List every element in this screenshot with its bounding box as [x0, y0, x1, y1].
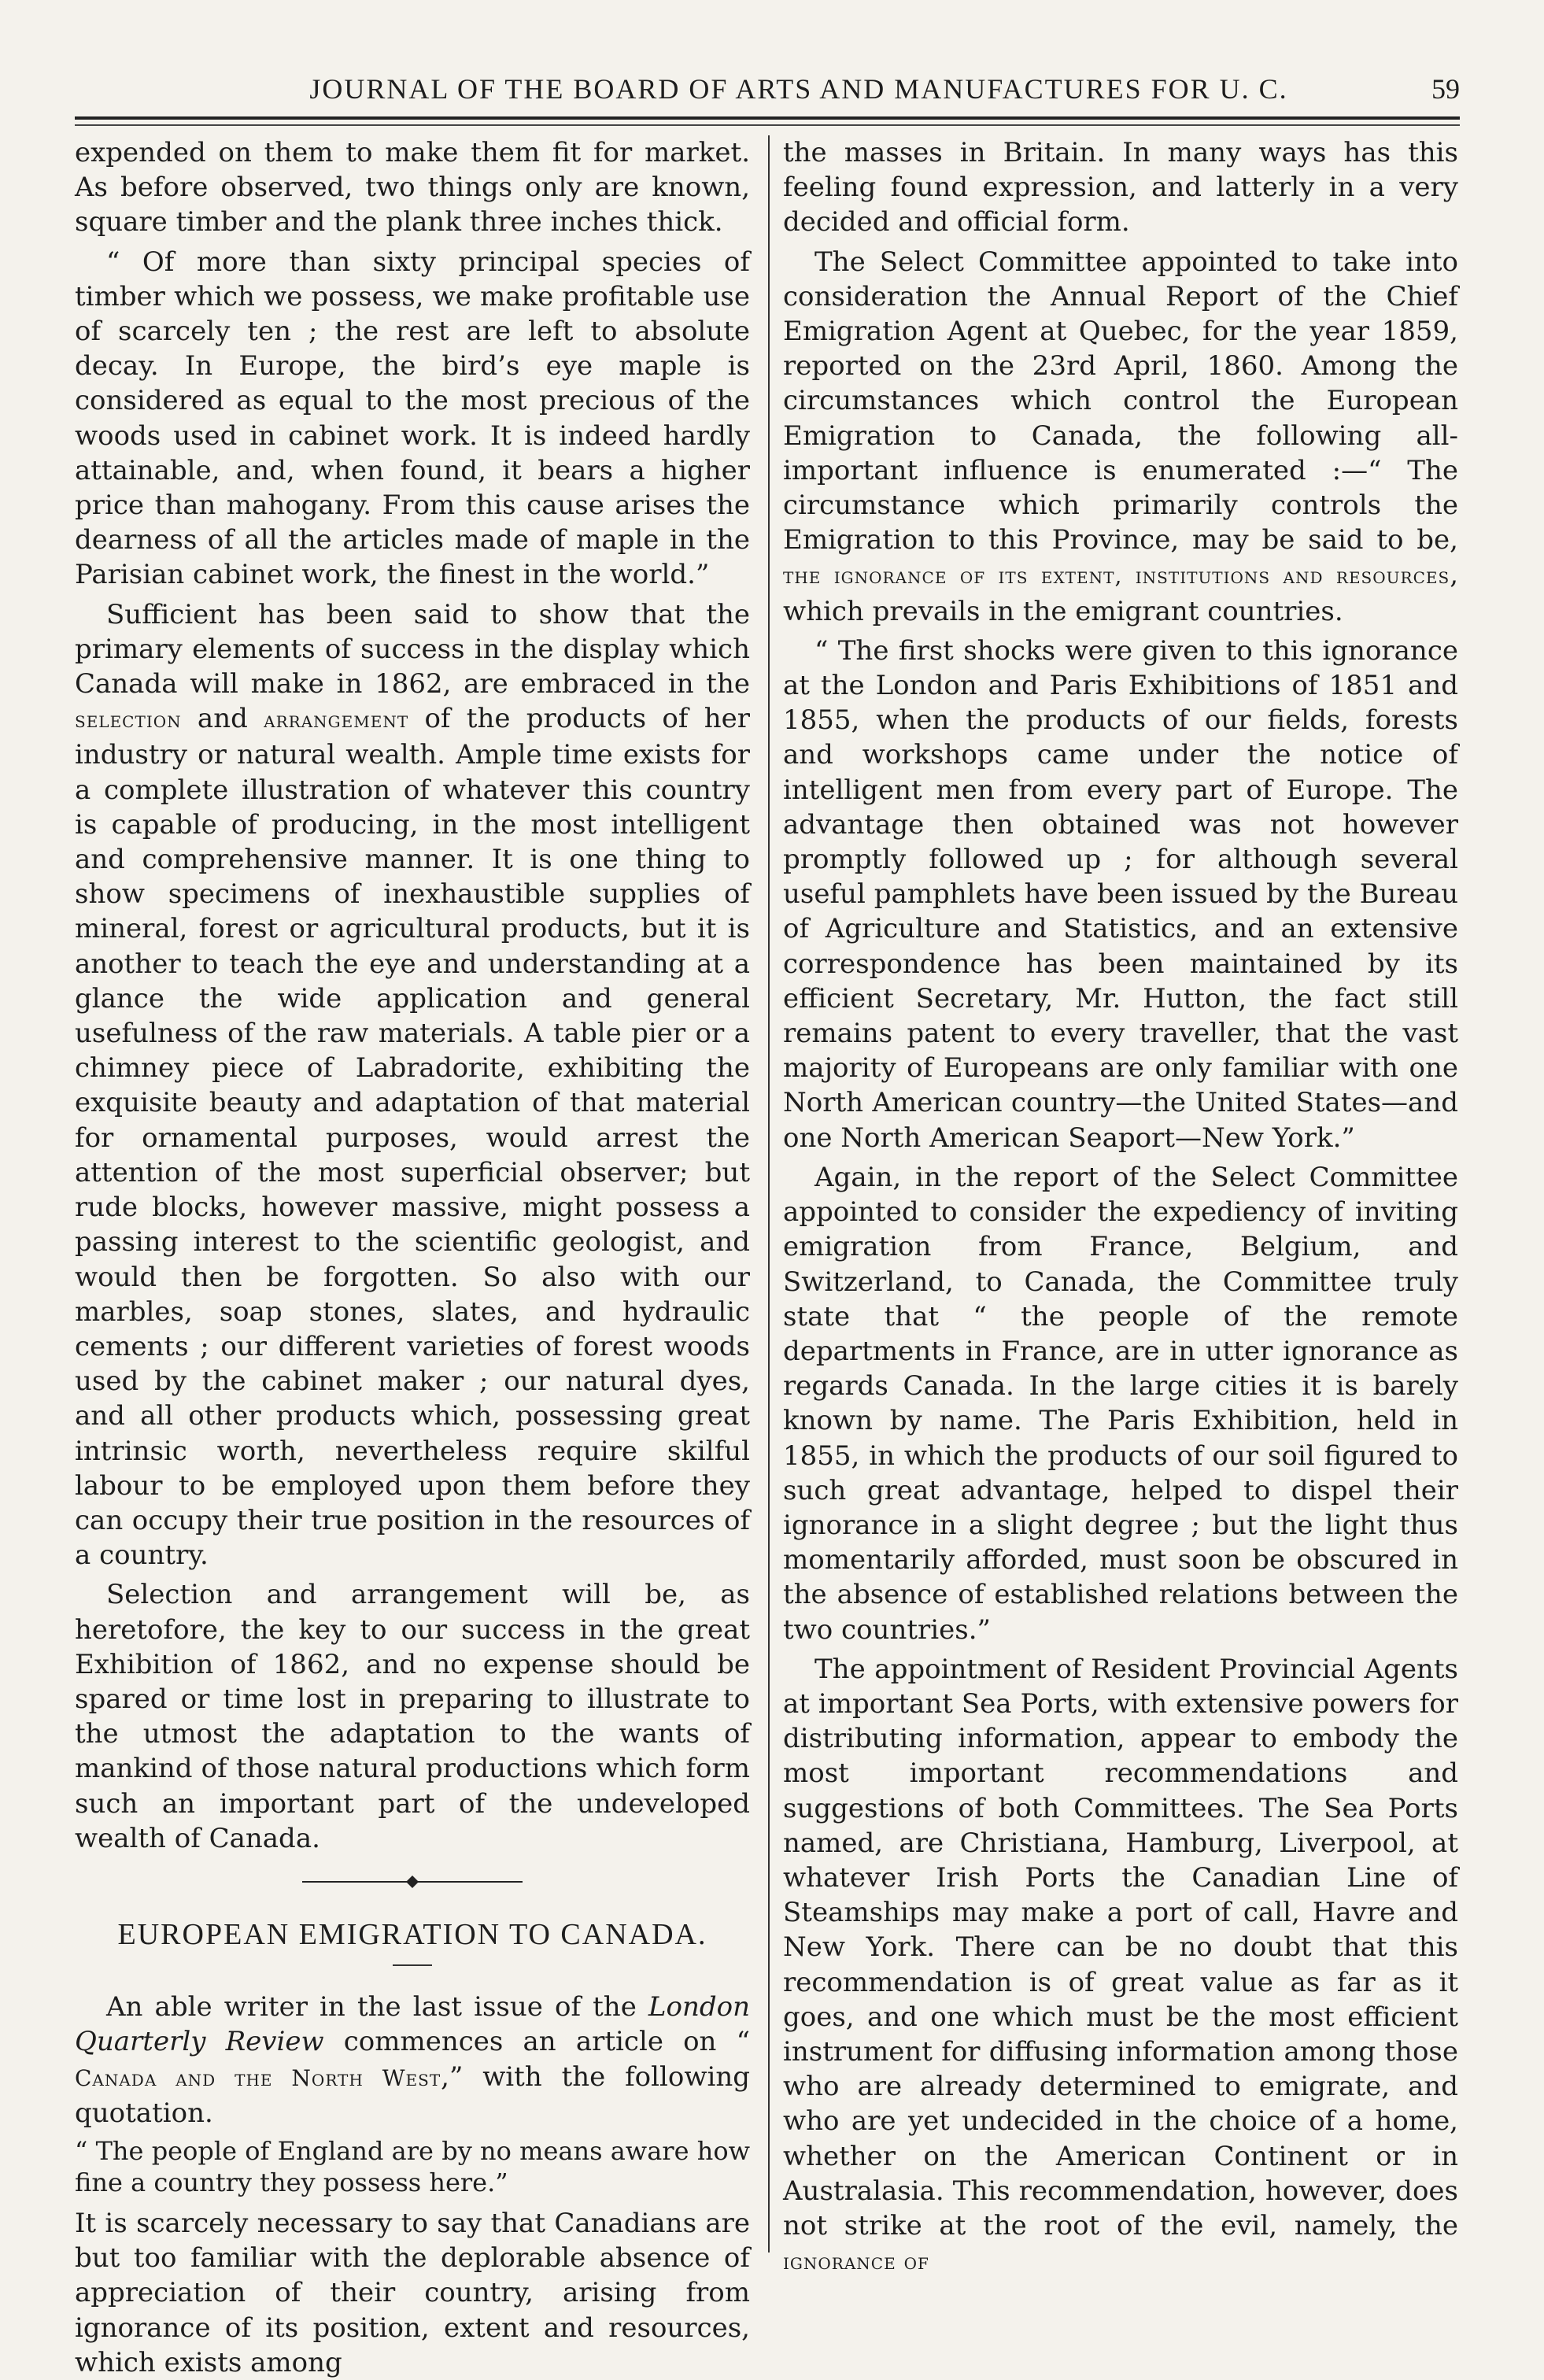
- paragraph-text: Selection and arrangement will be, as heretofore, the key to our success in the great Exhibition of 1862, and no expense should be spared or time lost in preparing to illustrate to the utmost the adaptation to the wants of mankind of those natural productions which form such an important part of the undeveloped wealth of Canada.: [75, 1579, 750, 1854]
- paragraph-text: It is scarcely necessary to say that Canadians are but too familiar with the deplorable absence of appreciation of their country, arising from ignorance of its position, extent and resources, which exists among: [75, 2207, 750, 2378]
- paragraph: [783, 1652, 1458, 2280]
- paragraph: [75, 135, 750, 240]
- page-header: [75, 72, 1476, 110]
- italic-text: London Quarterly Review: [75, 1991, 750, 2058]
- paragraph: [783, 135, 1458, 240]
- right-column: [783, 135, 1458, 2275]
- paragraph: [75, 2206, 750, 2380]
- block-quote: [75, 2135, 750, 2198]
- paragraph-text: , which prevails in the emigrant countries.: [783, 559, 1458, 627]
- small-caps-text: ignorance of: [783, 2249, 929, 2275]
- left-column: [75, 135, 750, 2378]
- small-caps-text: the ignorance of its extent, institutions and resources: [783, 563, 1450, 589]
- small-caps-text: selection: [75, 707, 182, 734]
- paragraph: [75, 597, 750, 1573]
- paragraph: [783, 634, 1458, 1155]
- paragraph-text: “ The first shocks were given to this ignorance at the London and Paris Exhibitions of 1851 and 1855, when the products of our fields, forests and workshops came under the notice of intelligent men from every part of Europe. The advantage then obtained was not however promptly followed up ; for although several useful pamphlets have been issued by the Bureau of Agriculture and Statistics, and an extensive correspondence has been maintained by its efficient Secretary, Mr. Hutton, the fact still remains patent to every traveller, that the vast majority of Europeans are only familiar with one North American country—the United States—and one North American Seaport—New York.”: [783, 634, 1458, 1154]
- paragraph: [75, 1990, 750, 2131]
- header-rule-thin: [75, 124, 1460, 126]
- paragraph: [75, 1577, 750, 1856]
- paragraph-text: “ Of more than sixty principal species of timber which we possess, we make profitable use of scarcely ten ; the rest are left to absolute decay. In Europe, the bird’s eye maple is considered as equal to the most precious of the woods used in cabinet work. It is indeed hardly attainable, and, when found, it bears a higher price than mahogany. From this cause arises the dearness of all the articles made of maple in the Parisian cabinet work, the finest in the world.”: [75, 246, 750, 591]
- paragraph-text: ,” with the following quotation.: [75, 2060, 750, 2129]
- paragraph-text: The Select Committee appointed to take into consideration the Annual Report of the Chief Emigration Agent at Quebec, for the year 1859, reported on the 23rd April, 1860. Among the circumstances which control the European Emigration to Canada, the following all-important influence is enumerated :—“ The circumstance which primarily controls the Emigration to this Province, may be said to be,: [783, 246, 1458, 556]
- page-number: 59: [1431, 73, 1460, 105]
- paragraph-text: and: [181, 703, 264, 735]
- quote-text: “ The people of England are by no means aware how fine a country they possess here.”: [75, 2135, 750, 2197]
- ornament-rule-icon: [294, 1873, 530, 1890]
- paragraph-text: of the products of her industry or natural wealth. Ample time exists for a complete illustration of whatever this country is capable of producing, in the most intelligent and comprehensive manner. It is one thing to show specimens of inexhaustible supplies of mineral, forest or agricultural products, but it is another to teach the eye and understanding at a glance the wide application and general usefulness of the raw materials. A table pier or a chimney piece of Labradorite, exhibiting the exquisite beauty and adaptation of that material for ornamental purposes, would arrest the attention of the most superficial observer; but rude blocks, however massive, might possess a passing interest to the scientific geologist, and would then be forgotten. So also with our marbles, soap stones, slates, and hydraulic cements ; our different varieties of forest woods used by the cabinet maker ; our natural dyes, and all other products which, possessing great intrinsic worth, nevertheless require skilful labour to be employed upon them before they can occupy their true position in the resources of a country.: [75, 703, 750, 1572]
- paragraph-text: Sufficient has been said to show that the primary elements of success in the display which Canada will make in 1862, are embraced in the: [75, 598, 750, 700]
- paragraph-text: commences an article on “: [323, 2026, 750, 2058]
- column-divider: [768, 135, 770, 2252]
- paragraph-text: expended on them to make them fit for market. As before observed, two things only are known, square timber and the plank three inches thick.: [75, 137, 750, 238]
- paragraph: [75, 245, 750, 593]
- paragraph-text: The appointment of Resident Provincial Agents at important Sea Ports, with extensive powers for distributing information, appear to embody the most important recommendations and suggestions of both Committees. The Sea Ports named, are Christiana, Hamburg, Liverpool, at whatever Irish Ports the Canadian Line of Steamships may make a port of call, Havre and New York. There can be no doubt that this recommendation is of great value as far as it goes, and one which must be the most efficient instrument for diffusing information among those who are already determined to emigrate, and who are yet undecided in the choice of a home, whether on the American Continent or in Australasia. This recommendation, however, does not strike at the root of the evil, namely, the: [783, 1653, 1458, 2241]
- paragraph: [783, 1160, 1458, 1647]
- small-caps-text: arrangement: [264, 707, 409, 734]
- running-title: JOURNAL OF THE BOARD OF ARTS AND MANUFACTURES FOR U. C.: [309, 73, 1288, 105]
- paragraph: [783, 245, 1458, 629]
- paragraph-text: Again, in the report of the Select Committee appointed to consider the expediency of inviting emigration from France, Belgium, and Switzerland, to Canada, the Committee truly state that “ the people of the remote departments in France, are in utter ignorance as regards Canada. In the large cities it is barely known by name. The Paris Exhibition, held in 1855, in which the products of our soil figured to such great advantage, helped to dispel their ignorance in a slight degree ; but the light thus momentarily afforded, must soon be obscured in the absence of established relations between the two countries.”: [783, 1161, 1458, 1646]
- paragraph-text: the masses in Britain. In many ways has this feeling found expression, and latterly in a very decided and official form.: [783, 137, 1458, 238]
- section-title: EUROPEAN EMIGRATION TO CANADA.: [117, 1917, 707, 1951]
- paragraph-text: An able writer in the last issue of the: [106, 1991, 648, 2023]
- short-rule: [393, 1964, 432, 1966]
- small-caps-text: Canada and the North West: [75, 2064, 441, 2091]
- header-rule-thick: [75, 116, 1460, 120]
